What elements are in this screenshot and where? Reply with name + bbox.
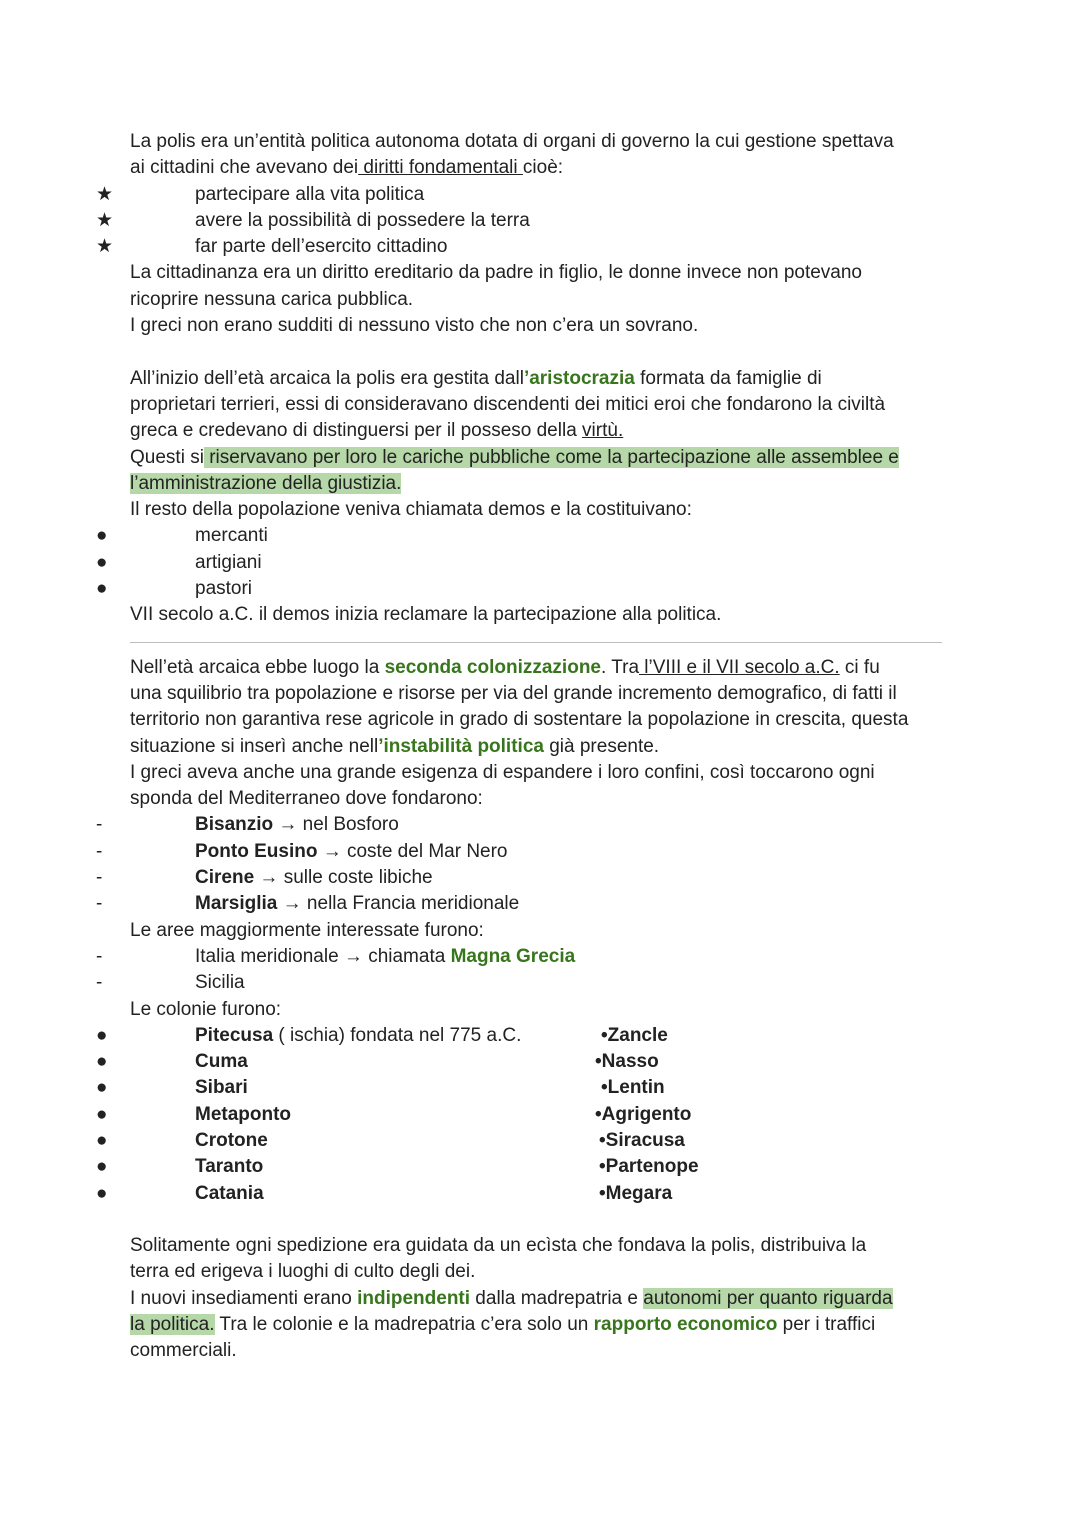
list-item: •Megara — [599, 1182, 673, 1204]
bullet-icon: ● — [96, 1156, 108, 1178]
bullet-icon: ● — [96, 525, 108, 547]
paragraph-line: ai cittadini che avevano dei diritti fondamentali cioè: — [130, 157, 564, 179]
dash-bullet-icon: - — [96, 972, 103, 994]
list-item: ● Sibari — [130, 1075, 960, 1101]
paragraph-line: Le aree maggiormente interessate furono: — [130, 919, 484, 941]
bullet-icon: ● — [96, 578, 108, 600]
list-item: - Bisanzio → nel Bosforo — [130, 812, 960, 838]
paragraph-line: una squilibrio tra popolazione e risorse per via del grande incremento demografico, di fatti il — [130, 682, 897, 704]
paragraph-line: Questi si riservavano per loro le cariche pubbliche come la partecipazione alle assemblee e — [130, 446, 899, 468]
paragraph-line: La cittadinanza era un diritto ereditario da padre in figlio, le donne invece non potevano — [130, 262, 863, 284]
underlined-term: virtù. — [582, 420, 624, 442]
paragraph-line: I nuovi insediamenti erano indipendenti dalla madrepatria e autonomi per quanto riguarda — [130, 1287, 893, 1309]
underlined-term: diritti fondamentali — [358, 157, 523, 179]
star-bullet-icon: ★ — [96, 209, 114, 231]
key-term: ’aristocrazia — [523, 367, 635, 389]
paragraph-line: VII secolo a.C. il demos inizia reclamare la partecipazione alla politica. — [130, 604, 722, 626]
bullet-icon: ● — [96, 551, 108, 573]
paragraph-line: I greci aveva anche una grande esigenza di espandere i loro confini, così toccarono ogni — [130, 761, 875, 783]
list-item: - Cirene → sulle coste libiche — [130, 865, 960, 891]
list-item: - Ponto Eusino → coste del Mar Nero — [130, 839, 960, 865]
list-item: - Sicilia — [130, 970, 960, 996]
underlined-term: l’VIII e il VII secolo a.C. — [639, 656, 840, 678]
key-term: ’instabilità politica — [378, 735, 544, 757]
list-item: •Partenope — [599, 1156, 699, 1178]
list-item: ● Pitecusa ( ischia) fondata nel 775 a.C. — [130, 1023, 960, 1049]
dash-bullet-icon: - — [96, 945, 103, 967]
paragraph-line: Solitamente ogni spedizione era guidata da un ecìsta che fondava la polis, distribuiva la — [130, 1235, 867, 1257]
highlighted-text: l’amministrazione della giustizia. — [130, 472, 402, 494]
list-item: ● Taranto — [130, 1154, 960, 1180]
dash-bullet-icon: - — [96, 814, 103, 836]
list-item: ● Metaponto — [130, 1102, 960, 1128]
star-bullet-icon: ★ — [96, 183, 114, 205]
list-item: •Zancle — [601, 1024, 668, 1046]
list-item: ★ avere la possibilità di possedere la terra — [130, 208, 960, 234]
highlighted-text: riservavano per loro le cariche pubbliche come la partecipazione alle assemblee e — [203, 446, 899, 468]
paragraph-line: Le colonie furono: — [130, 998, 282, 1020]
bullet-icon: ● — [96, 1103, 108, 1125]
paragraph-line: La polis era un’entità politica autonoma dotata di organi di governo la cui gestione spettava — [130, 131, 894, 152]
paragraph-line: situazione si inserì anche nell’instabilità politica già presente. — [130, 735, 660, 757]
bullet-icon: ● — [96, 1129, 108, 1151]
list-item: •Nasso — [595, 1051, 659, 1073]
paragraph-line: Il resto della popolazione veniva chiamata demos e la costituivano: — [130, 499, 692, 521]
paragraph-line: Nell’età arcaica ebbe luogo la seconda colonizzazione. Tra l’VIII e il VII secolo a.C. ci fu — [130, 656, 880, 678]
key-term: indipendenti — [357, 1287, 471, 1309]
list-item: ★ partecipare alla vita politica — [130, 182, 960, 208]
dash-bullet-icon: - — [96, 867, 103, 889]
horizontal-divider — [130, 642, 942, 643]
list-item: ★ far parte dell’esercito cittadino — [130, 234, 960, 260]
dash-bullet-icon: - — [96, 893, 103, 915]
list-item: ● Crotone — [130, 1128, 960, 1154]
highlighted-text: autonomi per quanto riguarda — [643, 1287, 893, 1309]
list-item: •Siracusa — [599, 1129, 685, 1151]
paragraph-line: territorio non garantiva rese agricole in grado di sostentare la popolazione in crescita, questa — [130, 709, 909, 731]
list-item: - Marsiglia → nella Francia meridionale — [130, 891, 960, 917]
bullet-icon: ● — [96, 1051, 108, 1073]
list-item: ● mercanti — [130, 523, 960, 549]
paragraph-line: terra ed erigeva i luoghi di culto degli dei. — [130, 1261, 476, 1283]
paragraph-line: proprietari terrieri, essi di consideravano discendenti dei mitici eroi che fondarono la civiltà — [130, 393, 886, 415]
key-term: rapporto economico — [593, 1314, 778, 1336]
paragraph-line: sponda del Mediterraneo dove fondarono: — [130, 788, 483, 810]
list-item: ● Catania — [130, 1181, 960, 1207]
colonies-right-column — [595, 1023, 699, 1207]
star-bullet-icon: ★ — [96, 236, 114, 258]
key-term: Magna Grecia — [450, 945, 576, 967]
list-item: ● artigiani — [130, 550, 960, 576]
list-item: •Lentin — [601, 1077, 665, 1099]
highlighted-text: la politica. — [130, 1314, 215, 1336]
paragraph-line: la politica. Tra le colonie e la madrepatria c’era solo un rapporto economico per i traffici — [130, 1314, 876, 1336]
paragraph-line: All’inizio dell’età arcaica la polis era gestita dall’aristocrazia formata da famiglie di — [130, 367, 822, 389]
dash-bullet-icon: - — [96, 840, 103, 862]
paragraph-line: ricoprire nessuna carica pubblica. — [130, 288, 414, 310]
list-item: - Italia meridionale → chiamata Magna Grecia — [130, 944, 960, 970]
paragraph-line: greca e credevano di distinguersi per il posseso della virtù. — [130, 420, 624, 442]
colonies-left-column — [96, 1023, 960, 1207]
list-item: ● Cuma — [130, 1049, 960, 1075]
key-term: seconda colonizzazione — [384, 656, 601, 678]
bullet-icon: ● — [96, 1024, 108, 1046]
document-page — [96, 129, 960, 1365]
paragraph-line: I greci non erano sudditi di nessuno visto che non c’era un sovrano. — [130, 315, 699, 337]
list-item: •Agrigento — [595, 1103, 692, 1125]
colonies-list — [96, 1023, 960, 1207]
paragraph-line — [130, 471, 960, 497]
list-item: ● pastori — [130, 576, 960, 602]
bullet-icon: ● — [96, 1077, 108, 1099]
paragraph-line: commerciali. — [130, 1340, 237, 1362]
bullet-icon: ● — [96, 1182, 108, 1204]
